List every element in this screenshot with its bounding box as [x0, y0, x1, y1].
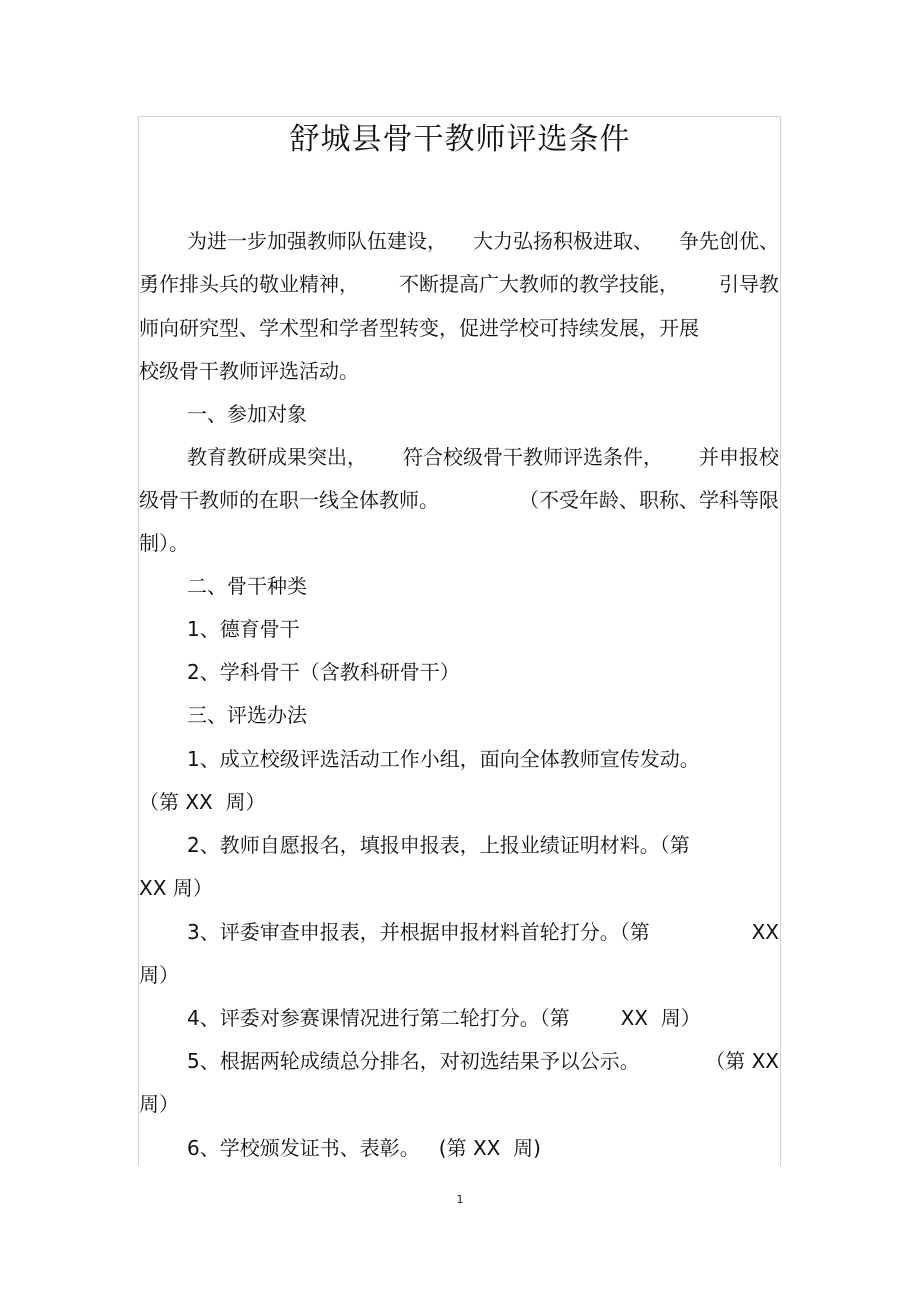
- section-3-step-5-line-2: 周）: [139, 1092, 179, 1116]
- section-3-step-1-line-2: （第 XX 周）: [139, 790, 266, 814]
- section-1-line-2: [139, 486, 779, 514]
- section-3-step-2-line-1: 2、教师自愿报名，填报申报表，上报业绩证明材料。（第: [187, 833, 690, 857]
- section-1-line-1: [139, 443, 779, 471]
- section-3-step-5-line-1-part-1: 5、根据两轮成绩总分排名，对初选结果予以公示。: [187, 1049, 640, 1073]
- section-3-step-3-line-2: 周）: [139, 963, 179, 987]
- intro-line-2-part-3: 引导教: [719, 272, 779, 296]
- section-1-line-1-part-1: 教育教研成果突出，: [187, 445, 367, 469]
- section-3-step-5-line-1-part-2: （第 XX: [705, 1049, 779, 1073]
- intro-line-2: [139, 270, 779, 298]
- intro-line-1-part-2: 大力弘扬积极进取、: [473, 229, 653, 253]
- page-frame-top-border: [138, 116, 781, 117]
- section-3-step-3-line-1-part-2: XX: [751, 920, 779, 944]
- section-3-step-1-line-1: 1、成立校级评选活动工作小组，面向全体教师宣传发动。: [187, 747, 700, 771]
- intro-line-3: 师向研究型、学术型和学者型转变，促进学校可持续发展，开展: [139, 316, 699, 340]
- intro-line-1-part-1: 为进一步加强教师队伍建设，: [187, 229, 447, 253]
- section-2-heading: 二、骨干种类: [187, 574, 307, 598]
- section-1-line-1-part-2: 符合校级骨干教师评选条件，: [403, 445, 663, 469]
- section-2-item-2: 2、学科骨干（含教科研骨干）: [187, 660, 460, 684]
- intro-line-2-part-1: 勇作排头兵的敬业精神，: [139, 272, 359, 296]
- section-3-step-3-line-1-part-1: 3、评委审查申报表，并根据申报材料首轮打分。（第: [187, 920, 650, 944]
- section-1-line-2-part-2: （不受年龄、职称、学科等限: [519, 488, 779, 512]
- section-1-line-3: 制）。: [139, 531, 189, 555]
- section-3-step-5-line-1: [139, 1047, 779, 1075]
- section-3-step-4-line-1: 4、评委对参赛课情况进行第二轮打分。（第 XX 周）: [187, 1006, 701, 1030]
- page-number: 1: [456, 1193, 464, 1206]
- intro-line-1: [139, 227, 779, 255]
- section-1-line-1-part-3: 并申报校: [699, 445, 779, 469]
- section-1-line-2-part-1: 级骨干教师的在职一线全体教师。: [139, 488, 439, 512]
- section-1-heading: 一、参加对象: [187, 402, 307, 426]
- intro-line-1-part-3: 争先创优、: [679, 229, 779, 253]
- section-3-step-6-line-1: 6、学校颁发证书、表彰。 (第 XX 周): [187, 1136, 541, 1160]
- section-3-step-2-line-2: XX 周）: [139, 876, 213, 900]
- section-3-heading: 三、评选办法: [187, 703, 307, 727]
- document-title: 舒城县骨干教师评选条件: [289, 122, 631, 157]
- intro-line-4: 校级骨干教师评选活动。: [139, 359, 359, 383]
- intro-line-2-part-2: 不断提高广大教师的教学技能，: [399, 272, 679, 296]
- section-3-step-3-line-1: [139, 918, 779, 946]
- section-2-item-1: 1、德育骨干: [187, 617, 300, 641]
